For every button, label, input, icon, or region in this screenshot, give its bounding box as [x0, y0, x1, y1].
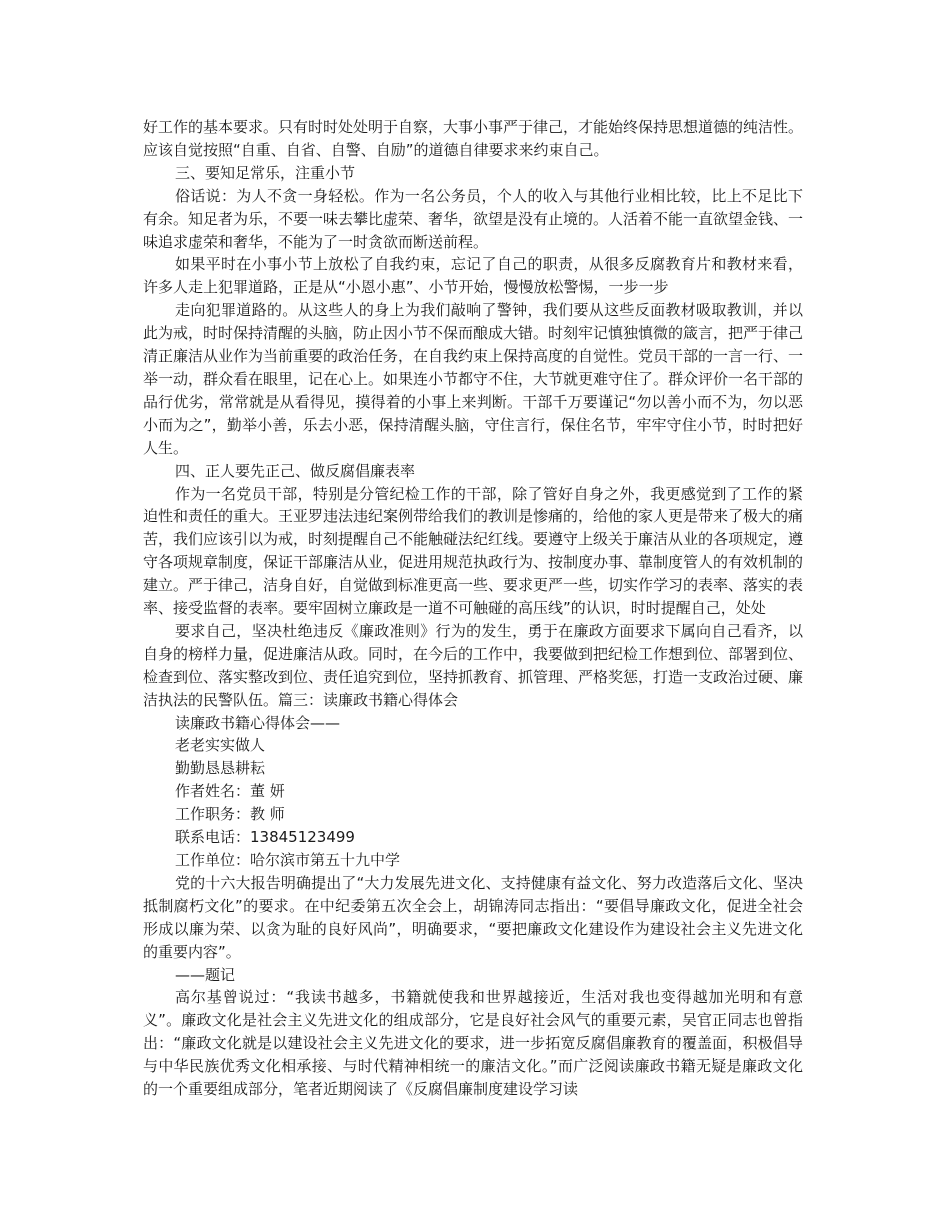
paragraph: 走向犯罪道路的。从这些人的身上为我们敲响了警钟，我们要从这些反面教材吸取教训，并以此为戒，时时保持清醒的头脑，防止因小节不保而酿成大错。时刻牢记慎独慎微的箴言，把严于律己清正廉洁从业作为当前重要的政治任务，在自我约束上保持高度的自觉性。党员干部的一言一行、一举一动，群众看在眼里，记在心上。如果连小节都守不住，大节就更难守住了。群众评价一名干部的品行优劣，常常就是从看得见，摸得着的小事上来判断。干部千万要谨记“勿以善小而不为，勿以恶小而为之”，勤举小善，乐去小恶，保持清醒头脑，守住言行，保住名节，牢牢守住小节，时时把好人生。 — [143, 301, 804, 457]
paragraph: 俗话说：为人不贪一身轻松。作为一名公务员，个人的收入与其他行业相比较，比上不足比下有余。知足者为乐，不要一味去攀比虚荣、奢华，欲望是没有止境的。人活着不能一直欲望金钱、一味追求虚荣和奢华，不能为了一时贪欲而断送前程。 — [143, 186, 804, 251]
paragraph: 如果平时在小事小节上放松了自我约束，忘记了自己的职责，从很多反腐教育片和教材来看，许多人走上犯罪道路，正是从“小恩小惠”、小节开始，慢慢放松警惕，一步一步 — [143, 255, 803, 297]
paragraph: 要求自己，坚决杜绝违反《廉政准则》行为的发生，勇于在廉政方面要求下属向自己看齐，以自身的榜样力量，促进廉洁从政。同时，在今后的工作中，我要做到把纪检工作想到位、部署到位、检查到位、落实整改到位、责任追究到位，坚持抓教育、抓管理、严格奖惩，打造一支政治过硬、廉洁执法的民警队伍。篇三：读廉政书籍心得体会 — [143, 621, 804, 709]
article-title: 读廉政书籍心得体会—— — [175, 713, 341, 732]
section-heading: 三、要知足常乐，注重小节 — [175, 163, 356, 182]
paragraph: 党的十六大报告明确提出了“大力发展先进文化、支持健康有益文化、努力改造落后文化、坚决抵制腐朽文化”的要求。在中纪委第五次全会上，胡锦涛同志指出：“要倡导廉政文化，促进全社会形成以廉为荣、以贪为耻的良好风尚”，明确要求，“要把廉政文化建设作为建设社会主义先进文化的重要内容”。 — [143, 873, 803, 961]
paragraph: 好工作的基本要求。只有时时处处明于自察，大事小事严于律己，才能始终保持思想道德的纯洁性。应该自觉按照“自重、自省、自警、自励”的道德自律要求来约束自己。 — [143, 118, 804, 159]
author-position: 工作职务：教 师 — [175, 805, 285, 824]
author-workplace: 工作单位：哈尔滨市第五十九中学 — [175, 851, 401, 869]
paragraph: 高尔基曾说过：“我读书越多，书籍就使我和世界越接近，生活对我也变得越加光明和有意义”。廉政文化是社会主义先进文化的组成部分，它是良好社会风气的重要元素，吴官正同志也曾指出：“廉政文化就是以建设社会主义先进文化的要求，进一步拓宽反腐倡廉教育的覆盖面，积极倡导与中华民族优秀文化相承接、与时代精神相统一的廉洁文化。”而广泛阅读廉政书籍无疑是廉政文化的一个重要组成部分，笔者近期阅读了《反腐倡廉制度建设学习读 — [143, 988, 803, 1099]
article-subtitle: 勤勤恳恳耕耘 — [175, 759, 266, 778]
paragraph: 作为一名党员干部，特别是分管纪检工作的干部，除了管好自身之外，我更感觉到了工作的紧迫性和责任的重大。王亚罗违法违纪案例带给我们的教训是惨痛的，给他的家人更是带来了极大的痛苦，我们应该引以为戒，时刻提醒自己不能触碰法纪红线。要遵守上级关于廉洁从业的各项规定，遵守各项规章制度，保证干部廉洁从业，促进用规范执政行为、按制度办事、靠制度管人的有效机制的建立。严于律己，洁身自好，自觉做到标准更高一些、要求更严一些，切实作学习的表率、落实的表率、接受监督的表率。要牢固树立廉政是一道不可触碰的高压线”的认识，时时提醒自己，处处 — [143, 484, 804, 618]
author-phone: 联系电话：13845123499 — [175, 828, 355, 847]
epigraph-label: ——题记 — [175, 965, 236, 984]
document-body — [143, 116, 803, 1101]
section-heading: 四、正人要先正己、做反腐倡廉表率 — [175, 461, 416, 480]
article-subtitle: 老老实实做人 — [175, 736, 266, 755]
author-name: 作者姓名：董 妍 — [175, 782, 285, 801]
